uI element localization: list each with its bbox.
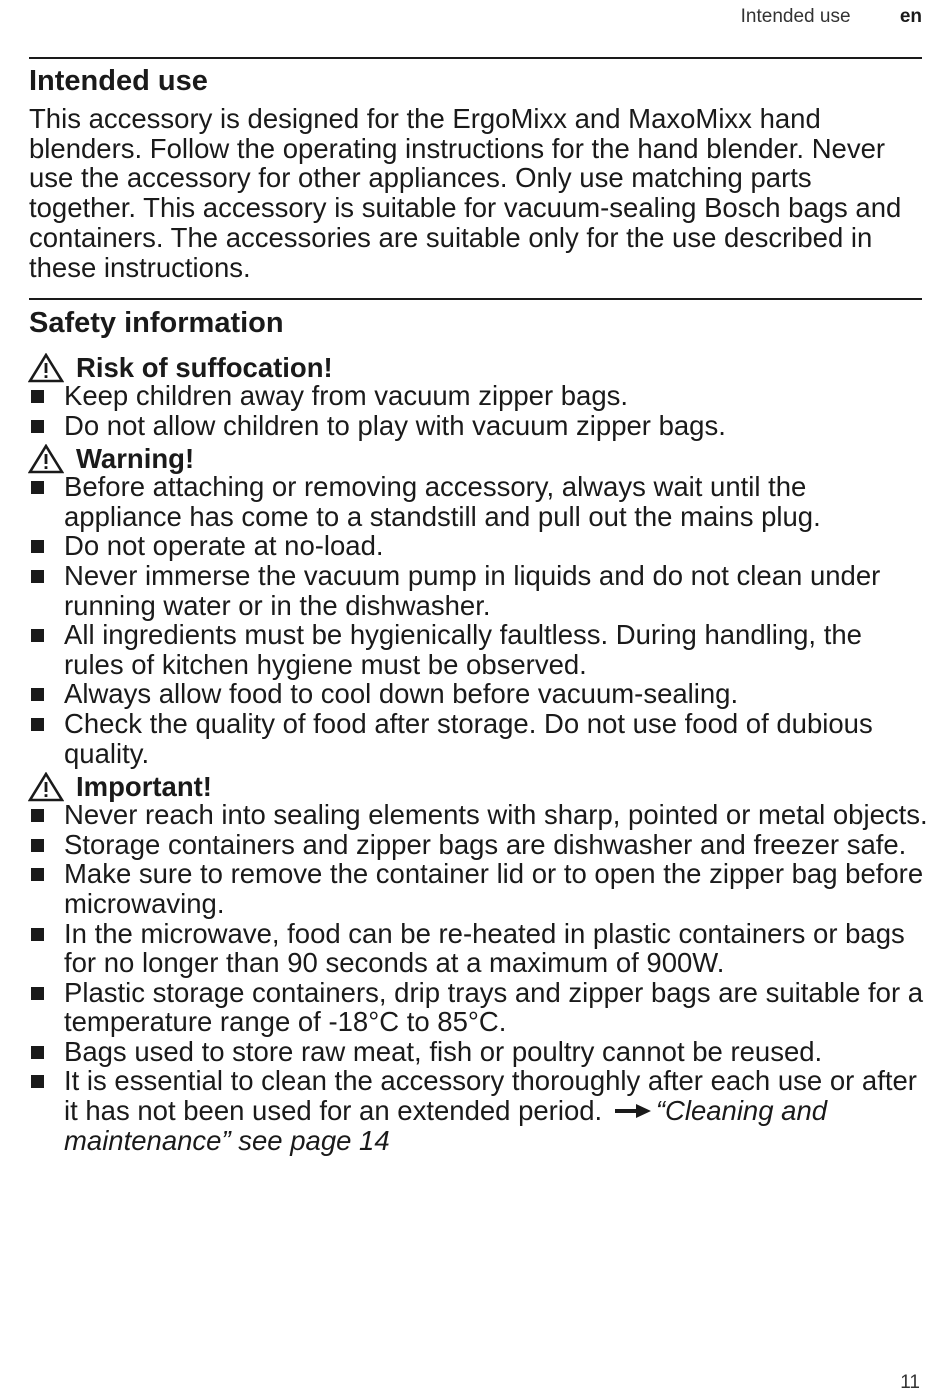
intended-use-title: Intended use [29,65,208,97]
list-item [29,709,929,768]
square-bullet-icon [31,868,44,881]
list-item [29,859,929,918]
list-item [29,411,929,441]
square-bullet-icon [31,481,44,494]
warning-heading-text: Warning! [76,443,195,475]
warning-list [29,800,929,1155]
section-divider [29,57,922,59]
square-bullet-icon [31,839,44,852]
list-item-text: Never immerse the vacuum pump in liquids and do not clean under running water or in the dishwasher. [64,559,881,621]
list-item-text: Check the quality of food after storage. Do not use food of dubious quality. [64,707,873,769]
safety-warnings [29,351,929,1155]
square-bullet-icon [31,629,44,642]
square-bullet-icon [31,928,44,941]
intended-use-paragraph: This accessory is designed for the ErgoMixx and MaxoMixx hand blenders. Follow the operating instructions for the hand blender. Never use the accessory for other appliances. Only use matching parts together. This accessory is suitable for vacuum-sealing Bosch bags and containers. The accessories are suitable only for the use described in these instructions. [29,103,902,283]
warning-heading-text: Important! [76,771,212,803]
list-item-text: All ingredients must be hygienically faultless. During handling, the rules of kitchen hygiene must be observed. [64,619,862,680]
list-item-text: Plastic storage containers, drip trays and zipper bags are suitable for a temperature range of -18°C to 85°C. [64,976,924,1038]
list-item-text: Make sure to remove the container lid or to open the zipper bag before microwaving. [64,858,924,919]
list-item [29,472,929,531]
running-header-language: en [899,6,922,27]
list-item-text: Do not operate at no-load. [64,530,384,562]
list-item [29,1066,929,1155]
warning-group [29,770,929,1155]
section-divider [29,298,922,300]
list-item [29,830,929,860]
square-bullet-icon [31,688,44,701]
square-bullet-icon [31,718,44,731]
safety-information-title: Safety information [29,307,284,339]
list-item-text: Bags used to store raw meat, fish or poultry cannot be reused. [64,1035,823,1067]
square-bullet-icon [31,1075,44,1088]
square-bullet-icon [31,420,44,433]
arrow-right-icon [614,1102,652,1120]
list-item [29,620,929,679]
running-header-section: Intended use [740,6,851,27]
warning-group [29,351,929,440]
warning-group [29,442,929,768]
cross-reference-link[interactable]: “Cleaning and maintenance” see page 14 [64,1095,828,1156]
list-item-text: Do not allow children to play with vacuum zipper bags. [64,409,726,441]
warning-heading-text: Risk of suffocation! [76,352,333,383]
square-bullet-icon [31,809,44,822]
list-item [29,800,929,830]
list-item [29,679,929,709]
list-item-text: Always allow food to cool down before vacuum-sealing. [64,678,739,710]
warning-list [29,381,929,440]
list-item [29,561,929,620]
list-item [29,531,929,561]
list-item-text: Never reach into sealing elements with sharp, pointed or metal objects. [64,799,928,831]
list-item-text: It is essential to clean the accessory thoroughly after each use or after it has not been used for an extended period. [64,1065,917,1127]
warning-triangle-icon [28,772,64,802]
list-item-text: Before attaching or removing accessory, always wait until the appliance has come to a standstill and pull out the mains plug. [64,471,821,532]
square-bullet-icon [31,540,44,553]
list-item-text: Storage containers and zipper bags are dishwasher and freezer safe. [64,828,907,860]
list-item [29,978,929,1037]
square-bullet-icon [31,570,44,583]
list-item [29,1037,929,1067]
warning-triangle-icon [28,353,64,383]
warning-triangle-icon [28,444,64,474]
list-item-text: Keep children away from vacuum zipper bags. [64,380,629,411]
square-bullet-icon [31,987,44,1000]
running-header [741,6,922,28]
page-number: 11 [900,1372,920,1393]
list-item-text: In the microwave, food can be re-heated in plastic containers or bags for no longer than 90 seconds at a maximum of 900W. [64,917,905,979]
list-item [29,919,929,978]
square-bullet-icon [31,1046,44,1059]
list-item [29,381,929,411]
warning-list [29,472,929,768]
square-bullet-icon [31,390,44,403]
